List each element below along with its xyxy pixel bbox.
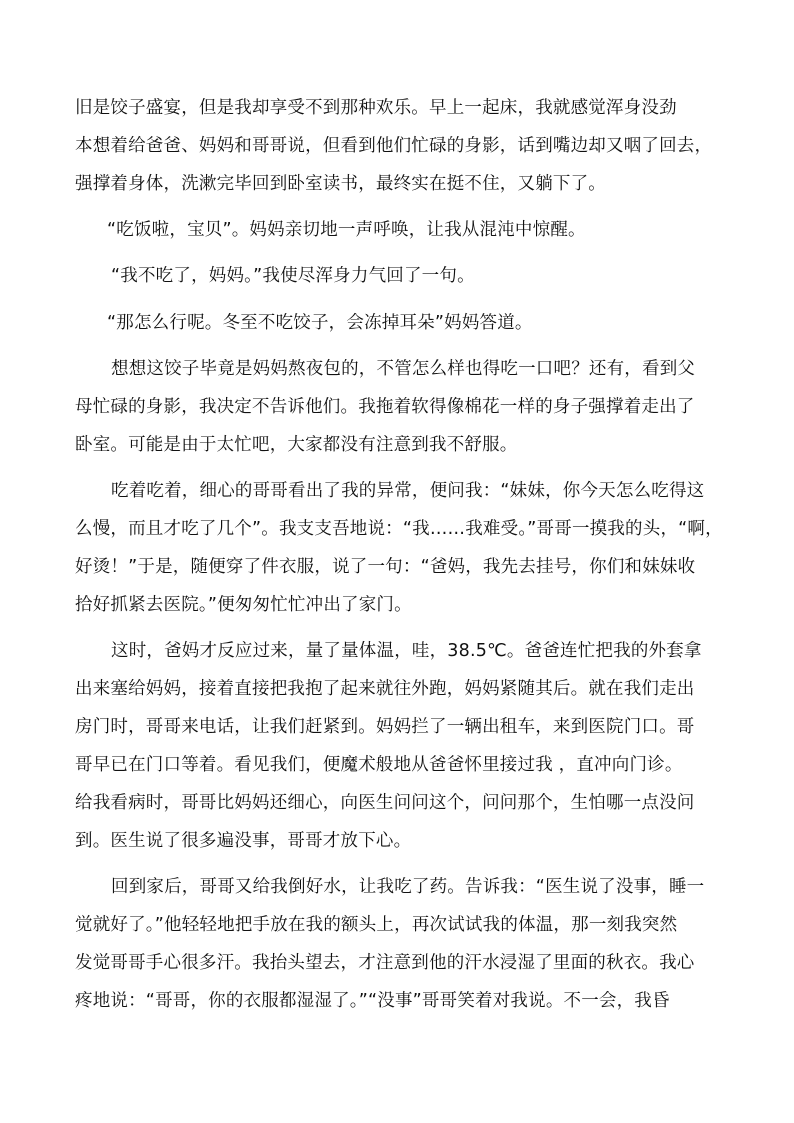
text-line: 吃着吃着，细心的哥哥看出了我的异常，便问我：“妹妹，你今天怎么吃得这 xyxy=(111,481,705,501)
text-line: “那怎么行呢。冬至不吃饺子，会冻掉耳朵”妈妈答道。 xyxy=(107,313,533,333)
text-line: 疼地说：“哥哥，你的衣服都湿湿了。”“没事”哥哥笑着对我说。不一会，我昏 xyxy=(75,991,670,1011)
text-line: 这时，爸妈才反应过来，量了量体温，哇，38.5℃。爸爸连忙把我的外套拿 xyxy=(111,641,702,661)
text-line: 觉就好了。”他轻轻地把手放在我的额头上，再次试试我的体温，那一刻我突然 xyxy=(75,915,678,935)
text-line: 么慢，而且才吃了几个”。我支支吾地说：“我……我难受。”哥哥一摸我的头，“啊， xyxy=(75,519,723,539)
text-line: 想想这饺子毕竟是妈妈熬夜包的，不管怎么样也得吃一口吧？还有，看到父 xyxy=(111,359,696,379)
text-line: 本想着给爸爸、妈妈和哥哥说，但看到他们忙碌的身影，话到嘴边却又咽了回去， xyxy=(75,136,713,156)
text-line: 回到家后，哥哥又给我倒好水，让我吃了药。告诉我：“医生说了没事，睡一 xyxy=(111,877,705,897)
text-line: 旧是饺子盛宴，但是我却享受不到那种欢乐。早上一起床，我就感觉浑身没劲 xyxy=(75,98,677,118)
text-line: 哥早已在门口等着。看见我们，便魔术般地从爸爸怀里接过我 ，直冲向门诊。 xyxy=(75,755,683,775)
text-line: 拾好抓紧去医院。”便匆匆忙忙冲出了家门。 xyxy=(75,595,412,615)
text-line: 出来塞给妈妈，接着直接把我抱了起来就往外跑，妈妈紧随其后。就在我们走出 xyxy=(75,679,695,699)
text-line: 到。医生说了很多遍没事，哥哥才放下心。 xyxy=(75,831,412,851)
text-line: 好烫！”于是，随便穿了件衣服，说了一句：“爸妈，我先去挂号，你们和妹妹收 xyxy=(75,557,696,577)
text-line: 卧室。可能是由于太忙吧，大家都没有注意到我不舒服。 xyxy=(75,435,518,455)
text-line: 给我看病时，哥哥比妈妈还细心，向医生问问这个，问问那个，生怕哪一点没问 xyxy=(75,793,695,813)
text-line: 母忙碌的身影，我决定不告诉他们。我拖着软得像棉花一样的身子强撑着走出了 xyxy=(75,397,695,417)
text-line: 发觉哥哥手心很多汗。我抬头望去，才注意到他的汗水浸湿了里面的秋衣。我心 xyxy=(75,953,695,973)
text-line: “吃饭啦，宝贝”。妈妈亲切地一声呼唤，让我从混沌中惊醒。 xyxy=(107,220,586,240)
text-line: “我不吃了，妈妈。”我使尽浑身力气回了一句。 xyxy=(111,266,475,286)
text-line: 强撑着身体，洗漱完毕回到卧室读书，最终实在挺不住，又躺下了。 xyxy=(75,174,606,194)
text-line: 房门时，哥哥来电话，让我们赶紧到。妈妈拦了一辆出租车，来到医院门口。哥 xyxy=(75,717,695,737)
